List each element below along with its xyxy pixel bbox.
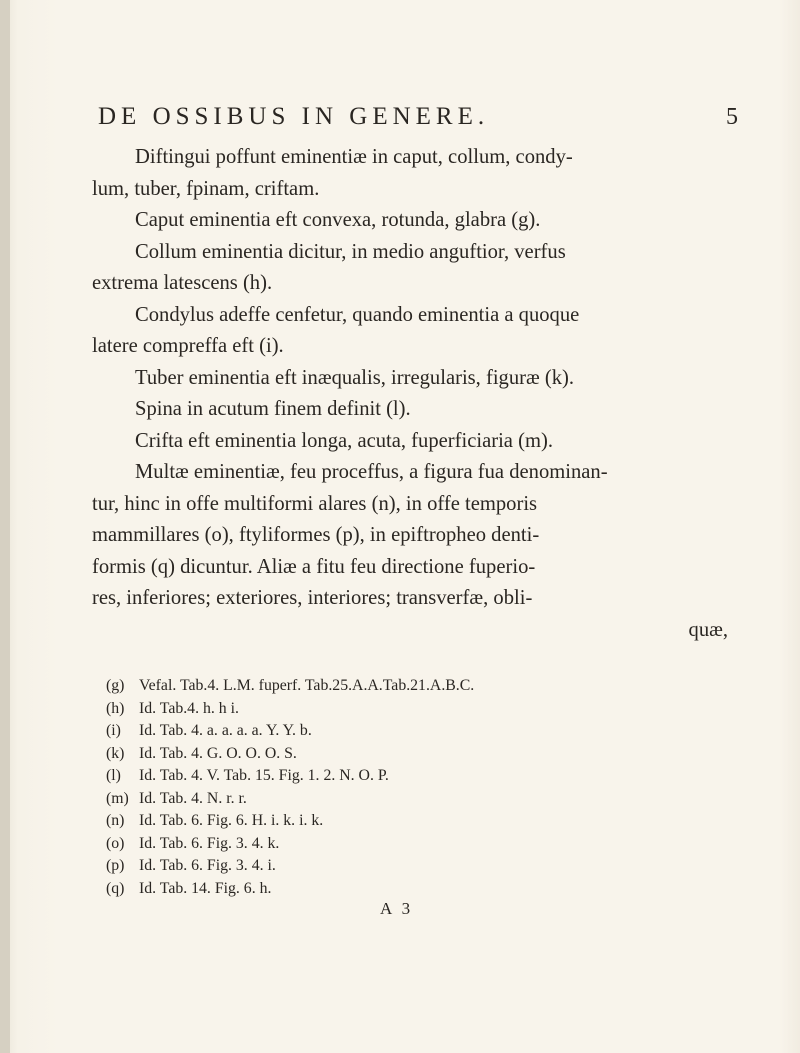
footnote <box>106 810 746 833</box>
footnote-mark: (k) <box>106 744 125 762</box>
text-line: formis (q) dicuntur. Aliæ a fitu feu directione fuperio- <box>92 555 536 578</box>
text-line: latere compreffa eft (i). <box>92 335 284 357</box>
text-line: Condylus adeffe cenfetur, quando eminentia a quoque <box>135 303 580 326</box>
footnote-mark: (p) <box>106 857 125 874</box>
text-line: res, inferiores; exteriores, interiores; transverfæ, obli- <box>92 587 533 609</box>
footnote-mark: (l) <box>106 767 121 784</box>
footnote-text: Id. Tab. 6. Fig. 6. H. i. k. i. k. <box>139 812 324 829</box>
catchword: quæ, <box>688 618 728 641</box>
footnote <box>106 833 746 856</box>
footnote-text: Id. Tab. 4. G. O. O. O. S. <box>139 744 297 762</box>
footnote-text: Id. Tab. 14. Fig. 6. h. <box>139 879 272 897</box>
main-text <box>92 142 746 646</box>
footnote <box>106 878 746 901</box>
text-line: Multæ eminentiæ, feu proceffus, a figura fua denominan- <box>135 461 608 483</box>
running-title: DE OSSIBUS IN GENERE. <box>98 103 490 130</box>
footnote-text: Vefal. Tab.4. L.M. fuperf. Tab.25.A.A.Tab.21.A.B.C. <box>139 677 475 694</box>
text-line: tur, hinc in offe multiformi alares (n), in offe temporis <box>92 492 538 515</box>
footnote <box>106 765 746 788</box>
binding-gutter <box>0 0 10 1053</box>
footnote-text: Id. Tab. 6. Fig. 3. 4. i. <box>139 857 276 874</box>
footnote-text: Id. Tab. 4. V. Tab. 15. Fig. 1. 2. N. O. P. <box>139 767 389 784</box>
signature-mark: A 3 <box>380 899 414 918</box>
footnote-text: Id. Tab.4. h. h i. <box>139 699 239 717</box>
footnote-mark: (i) <box>106 722 121 739</box>
running-header <box>98 103 738 131</box>
footnote-mark: (q) <box>106 879 125 897</box>
footnote-mark: (n) <box>106 812 125 829</box>
footnote-text: Id. Tab. 6. Fig. 3. 4. k. <box>139 834 280 852</box>
footnote <box>106 855 746 878</box>
text-line: mammillares (o), ftyliformes (p), in epiftropheo denti- <box>92 524 540 546</box>
text-line: Crifta eft eminentia longa, acuta, fuperficiaria (m). <box>135 429 553 452</box>
footnote-mark: (m) <box>106 789 129 807</box>
text-line: Tuber eminentia eft inæqualis, irregularis, figuræ (k). <box>135 366 575 389</box>
footnote <box>106 788 746 811</box>
footnote <box>106 743 746 766</box>
text-line: lum, tuber, fpinam, criftam. <box>92 177 320 200</box>
text-line: Spina in acutum finem definit (l). <box>135 398 411 420</box>
footnote-text: Id. Tab. 4. a. a. a. a. Y. Y. b. <box>139 722 312 739</box>
footnote-mark: (g) <box>106 677 125 694</box>
text-line: Diftingui poffunt eminentiæ in caput, collum, condy- <box>135 146 573 168</box>
footnote-mark: (h) <box>106 699 125 717</box>
footnote <box>106 698 746 721</box>
text-line: Collum eminentia dicitur, in medio anguftior, verfus <box>135 240 566 263</box>
text-line: Caput eminentia eft convexa, rotunda, glabra (g). <box>135 209 541 231</box>
footnote <box>106 675 746 698</box>
page-number: 5 <box>726 104 738 130</box>
footnote <box>106 720 746 743</box>
text-line: extrema latescens (h). <box>92 272 273 294</box>
footnotes <box>106 675 746 900</box>
footnote-text: Id. Tab. 4. N. r. r. <box>139 789 247 807</box>
footnote-mark: (o) <box>106 834 125 852</box>
